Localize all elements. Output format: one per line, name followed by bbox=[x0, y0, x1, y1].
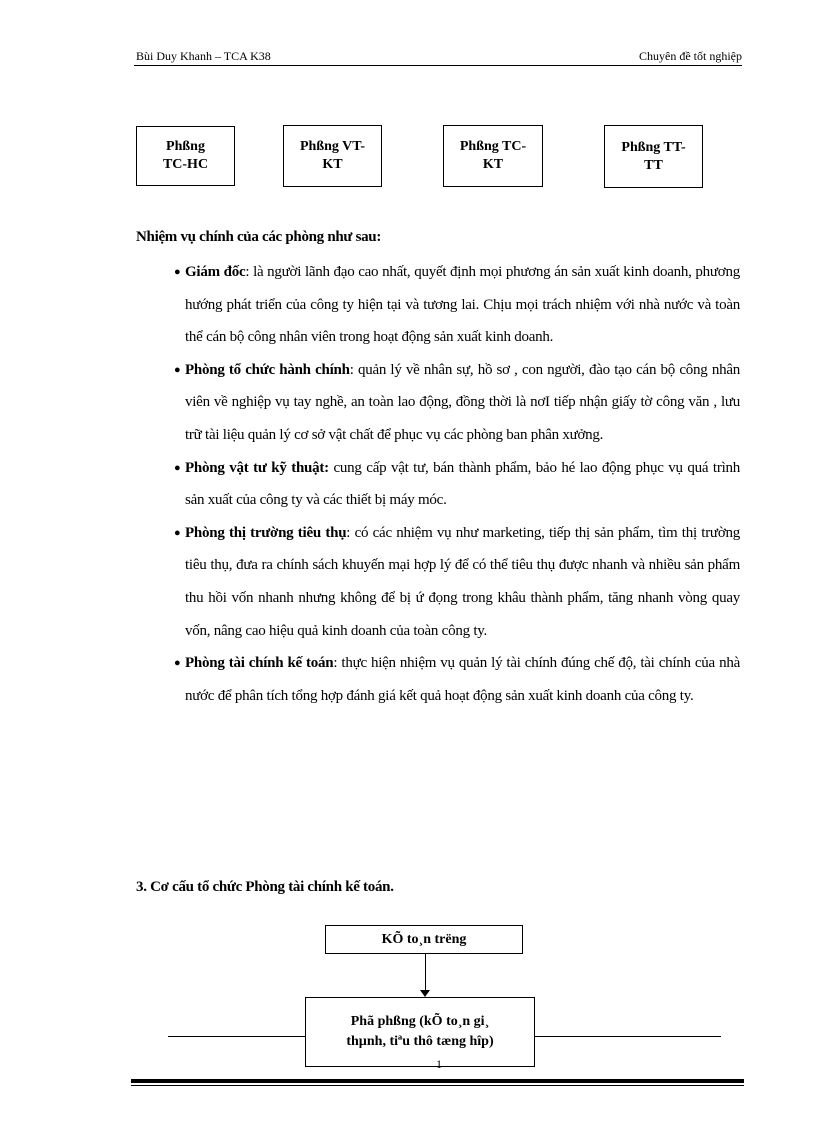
bullet-director bbox=[174, 256, 740, 354]
page-number: 1 bbox=[436, 1057, 442, 1071]
bullet-dot-icon: ● bbox=[174, 461, 181, 474]
deputy-line: thµnh, tiªu thô tæng hîp) bbox=[346, 1034, 494, 1049]
bullet-term: Phòng tài chính kế toán bbox=[185, 655, 334, 672]
chief-accountant-box: KÕ to¸n trëng bbox=[325, 925, 523, 954]
section-3-title: 3. Cơ cấu tổ chức Phòng tài chính kế toán. bbox=[136, 879, 394, 895]
bullet-finance bbox=[174, 647, 740, 712]
connector-right bbox=[535, 1036, 721, 1037]
bullet-term: Phòng thị trường tiêu thụ bbox=[185, 524, 347, 541]
bullet-text: : quản lý về nhân sự, hồ sơ , con người, đào tạo cán bộ công nhân viên về nghiệp vụ tay nghề, an toàn lao động, đồng thời là nơI tiếp nhận giấy tờ công văn , lưu trữ tài liệu quản lý cơ sở vật chất để phục vụ các phòng ban phân xưởng. bbox=[185, 361, 740, 443]
deputy-line: Phã phßng (kÕ to¸n gi¸ bbox=[350, 1014, 490, 1029]
bullet-text: : có các nhiệm vụ như marketing, tiếp thị sản phẩm, tìm thị trường tiêu thụ, đưa ra chính sách khuyến mại hợp lý để có thể tiêu thụ được nhanh và nhiều sản phẩm thu hồi vốn nhanh nhưng không để bị ứ đọng trong khâu thành phẩm, tăng nhanh vòng quay vốn, nâng cao hiệu quả kinh doanh của toàn công ty. bbox=[185, 524, 740, 639]
header-doc-title: Chuyên đề tốt nghiệp bbox=[639, 49, 742, 63]
bullet-term: Giám đốc bbox=[185, 264, 246, 280]
dept-box-line: Phßng bbox=[166, 139, 205, 154]
dept-box-line: Phßng TT- bbox=[621, 139, 686, 155]
bullet-term: Phòng vật tư kỹ thuật: bbox=[185, 459, 329, 476]
dept-box-line: KT bbox=[482, 157, 504, 172]
dept-box-line: TT bbox=[644, 157, 663, 173]
header-author: Bùi Duy Khanh – TCA K38 bbox=[136, 49, 271, 63]
dept-box-tt-tt bbox=[604, 125, 703, 188]
bullet-text: : là người lãnh đạo cao nhất, quyết định mọi phương án sản xuất kinh doanh, phương hướng phát triển của công ty hiện tại và tương lai. Chịu mọi trách nhiệm với nhà nước và toàn thể cán bộ công nhân viên trong hoạt động sản xuất kinh doanh. bbox=[185, 264, 740, 346]
bullet-dot-icon: ● bbox=[174, 266, 181, 278]
bullet-text: : thực hiện nhiệm vụ quản lý tài chính đúng chế độ, tài chính của nhà nước để phân tích tổng hợp đánh giá kết quả hoạt động sản xuất kinh doanh của công ty. bbox=[185, 655, 740, 704]
bullet-materials bbox=[174, 452, 740, 517]
bullet-dot-icon: ● bbox=[174, 657, 181, 670]
dept-box-line: Phßng VT- bbox=[300, 139, 365, 154]
dept-box-tc-kt bbox=[443, 125, 543, 187]
dept-box-line: Phßng TC- bbox=[459, 139, 527, 154]
dept-box-line: TC-HC bbox=[162, 157, 209, 172]
connector-line bbox=[425, 954, 426, 992]
arrow-down-icon bbox=[420, 990, 430, 997]
dept-box-vt-kt bbox=[283, 125, 382, 187]
header-rule bbox=[134, 65, 742, 66]
bullet-term: Phòng tổ chức hành chính bbox=[185, 361, 350, 378]
connector-left bbox=[168, 1036, 305, 1037]
dept-box-line: KT bbox=[322, 157, 343, 172]
deputy-head-box bbox=[305, 997, 535, 1067]
duties-title: Nhiệm vụ chính của các phòng như sau: bbox=[136, 229, 382, 245]
footer-rule-thin bbox=[131, 1085, 744, 1086]
duties-list bbox=[174, 256, 740, 712]
bullet-dot-icon: ● bbox=[174, 526, 181, 539]
footer-rule-thick bbox=[131, 1079, 744, 1083]
bullet-market bbox=[174, 517, 740, 647]
bullet-admin bbox=[174, 354, 740, 452]
bullet-text: cung cấp vật tư, bán thành phẩm, bảo hé lao động phục vụ quá trình sản xuất của công ty và các thiết bị máy móc. bbox=[185, 459, 740, 509]
dept-box-tc-hc bbox=[136, 126, 235, 186]
bullet-dot-icon: ● bbox=[174, 363, 181, 376]
